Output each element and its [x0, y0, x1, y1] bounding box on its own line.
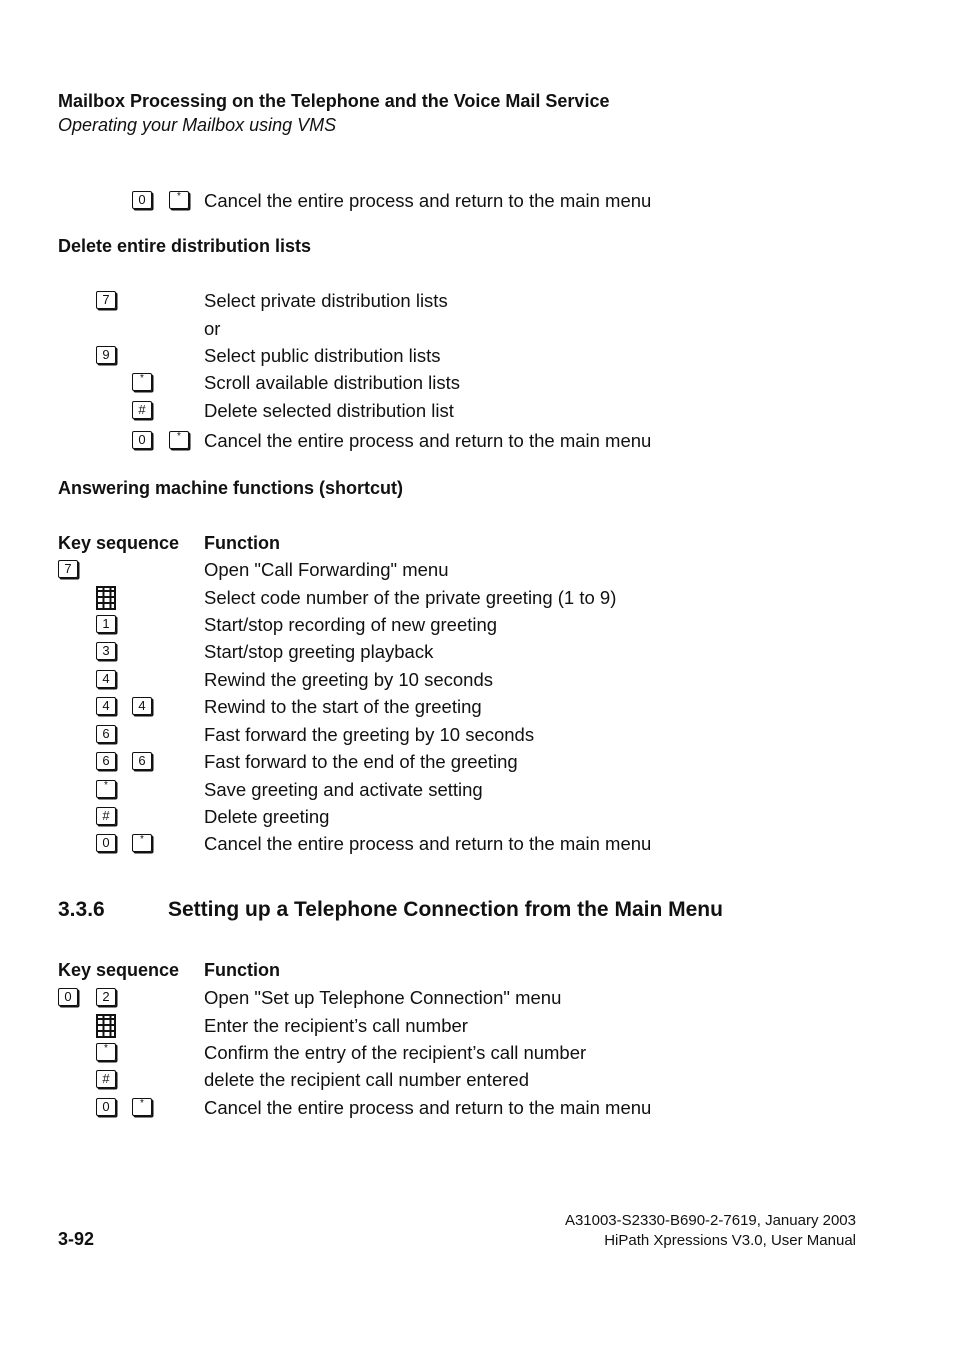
function-text: Open "Call Forwarding" menu [204, 559, 449, 580]
star-key-icon: * [132, 834, 152, 852]
key-function-row [0, 587, 954, 613]
star-key-icon: * [96, 780, 116, 798]
key-function-row [0, 559, 954, 585]
key-2-icon: 2 [96, 988, 116, 1006]
key-0-icon: 0 [132, 191, 152, 209]
function-text: delete the recipient call number entered [204, 1069, 529, 1090]
key-function-row [0, 751, 954, 777]
answering-col-key: Key sequence [58, 533, 180, 553]
function-text: Fast forward the greeting by 10 seconds [204, 724, 535, 745]
function-text: Scroll available distribution lists [204, 372, 461, 393]
hash-key-icon: # [96, 1070, 116, 1088]
key-function-row [0, 318, 954, 344]
key-6-icon: 6 [132, 752, 152, 770]
function-text: Cancel the entire process and return to the main menu [204, 190, 652, 211]
header-subtitle: Operating your Mailbox using VMS [58, 115, 337, 135]
section-number: 3.3.6 [58, 898, 105, 921]
star-key-icon: * [169, 191, 189, 209]
key-function-row [0, 696, 954, 722]
key-function-row [0, 400, 954, 426]
function-text: Start/stop recording of new greeting [204, 614, 498, 635]
key-function-row [0, 190, 954, 216]
keypad-icon [96, 1014, 116, 1038]
key-function-row [0, 833, 954, 859]
section-title: Setting up a Telephone Connection from the Main Menu [168, 898, 723, 921]
key-function-row [0, 669, 954, 695]
keypad-icon [96, 586, 116, 610]
key-function-row [0, 1042, 954, 1068]
key-function-row [0, 641, 954, 667]
key-0-icon: 0 [132, 431, 152, 449]
key-6-icon: 6 [96, 725, 116, 743]
function-text: Cancel the entire process and return to the main menu [204, 1097, 652, 1118]
key-function-row [0, 345, 954, 371]
delete-lists-heading: Delete entire distribution lists [58, 236, 312, 256]
hash-key-icon: # [96, 807, 116, 825]
star-key-icon: * [132, 1098, 152, 1116]
key-function-row [0, 987, 954, 1013]
function-text: Rewind the greeting by 10 seconds [204, 669, 493, 690]
function-text: Rewind to the start of the greeting [204, 696, 482, 717]
function-text: or [204, 318, 221, 339]
function-text: Open "Set up Telephone Connection" menu [204, 987, 562, 1008]
key-function-row [0, 1015, 954, 1041]
header-title: Mailbox Processing on the Telephone and the Voice Mail Service [58, 91, 610, 111]
key-4-icon: 4 [96, 670, 116, 688]
function-text: Delete selected distribution list [204, 400, 454, 421]
section-col-function: Function [204, 960, 280, 980]
key-function-row [0, 372, 954, 398]
key-function-row [0, 430, 954, 456]
function-text: Start/stop greeting playback [204, 641, 434, 662]
key-1-icon: 1 [96, 615, 116, 633]
star-key-icon: * [132, 373, 152, 391]
function-text: Delete greeting [204, 806, 330, 827]
key-function-row [0, 806, 954, 832]
key-function-row [0, 1097, 954, 1123]
key-6-icon: 6 [96, 752, 116, 770]
key-3-icon: 3 [96, 642, 116, 660]
function-text: Select code number of the private greeting (1 to 9) [204, 587, 617, 608]
answering-col-function: Function [204, 533, 280, 553]
key-0-icon: 0 [58, 988, 78, 1006]
answering-heading: Answering machine functions (shortcut) [58, 478, 404, 498]
function-text: Select private distribution lists [204, 290, 448, 311]
key-function-row [0, 724, 954, 750]
function-text: Enter the recipient’s call number [204, 1015, 468, 1036]
function-text: Save greeting and activate setting [204, 779, 483, 800]
key-7-icon: 7 [96, 291, 116, 309]
key-function-row [0, 290, 954, 316]
footer-doc-id: A31003-S2330-B690-2-7619, January 2003 [564, 1212, 856, 1229]
key-function-row [0, 614, 954, 640]
function-text: Cancel the entire process and return to the main menu [204, 430, 652, 451]
function-text: Select public distribution lists [204, 345, 441, 366]
footer-manual: HiPath Xpressions V3.0, User Manual [604, 1232, 856, 1249]
function-text: Confirm the entry of the recipient’s call number [204, 1042, 587, 1063]
key-4-icon: 4 [132, 697, 152, 715]
section-col-key: Key sequence [58, 960, 180, 980]
key-function-row [0, 1069, 954, 1095]
star-key-icon: * [96, 1043, 116, 1061]
star-key-icon: * [169, 431, 189, 449]
key-0-icon: 0 [96, 834, 116, 852]
key-4-icon: 4 [96, 697, 116, 715]
function-text: Cancel the entire process and return to the main menu [204, 833, 652, 854]
hash-key-icon: # [132, 401, 152, 419]
page-number: 3-92 [58, 1229, 95, 1249]
function-text: Fast forward to the end of the greeting [204, 751, 518, 772]
key-function-row [0, 779, 954, 805]
key-9-icon: 9 [96, 346, 116, 364]
key-7-icon: 7 [58, 560, 78, 578]
key-0-icon: 0 [96, 1098, 116, 1116]
